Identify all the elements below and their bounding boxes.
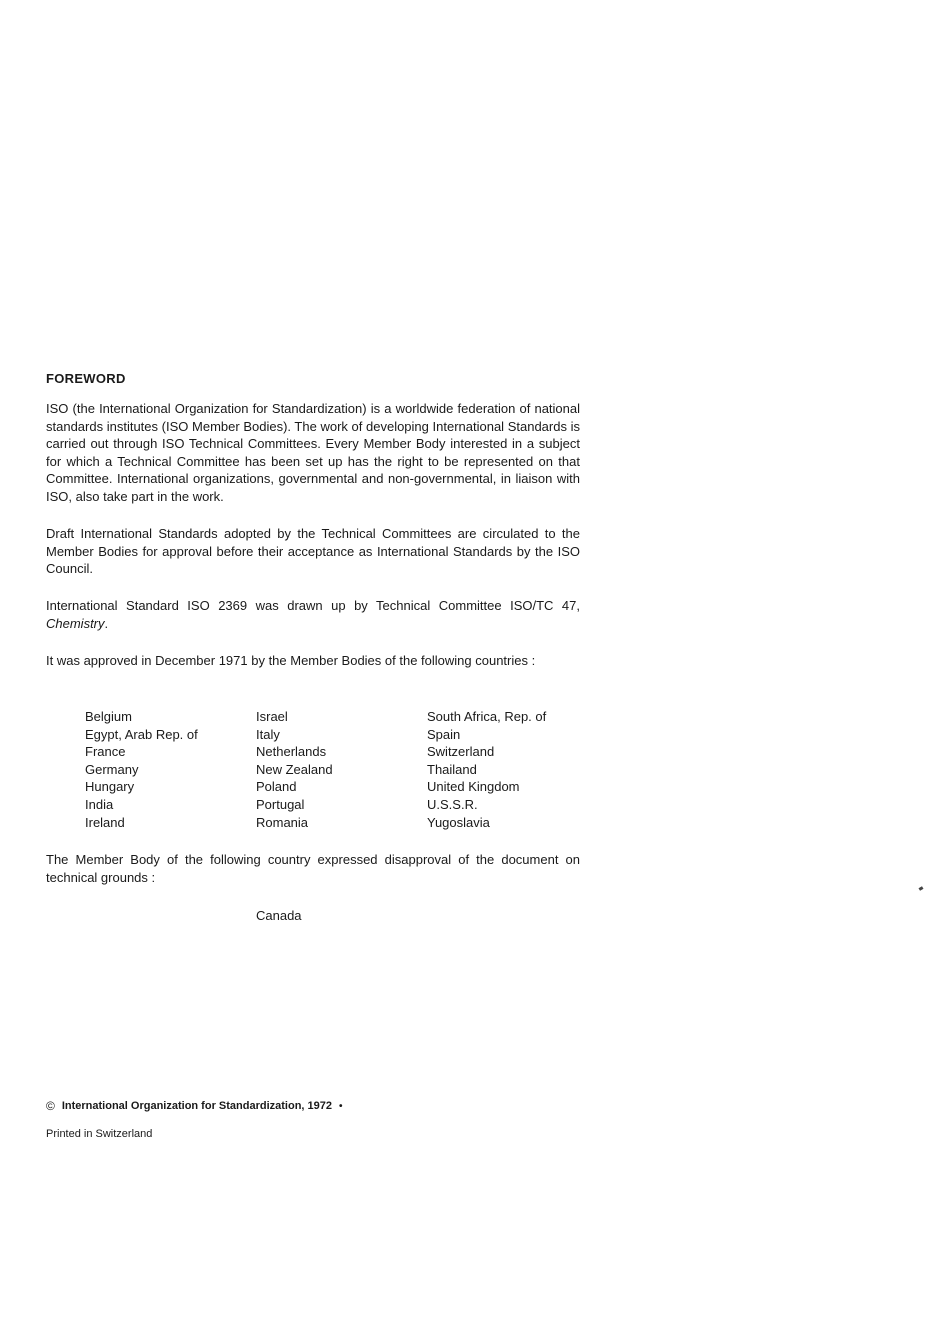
approving-countries-list <box>85 708 605 831</box>
countries-column-2 <box>256 708 427 831</box>
country-name: Spain <box>427 726 461 742</box>
country-name: South Africa, Rep. of <box>427 709 547 724</box>
country-name: Ireland <box>85 814 125 830</box>
country-name: Hungary <box>85 779 135 795</box>
foreword-paragraph-4: It was approved in December 1971 by the Member Bodies of the following countries : <box>46 653 536 668</box>
country-name: India <box>85 796 114 812</box>
disapproving-country: Canada <box>256 908 302 923</box>
country-name: Italy <box>256 726 280 742</box>
country-name: Portugal <box>256 796 305 812</box>
countries-column-3 <box>427 708 598 831</box>
foreword-paragraph-1: ISO (the International Organization for Standardization) is a worldwide federation of national standards institutes (ISO Member Bodies). The work of developing International Standards is carried out through ISO Technical Committees. Every Member Body interested in a subject for which a Technical Committee has been set up has the right to be represented on that Committee. International organizations, governmental and non-governmental, in liaison with ISO, also take part in the work. <box>46 401 580 504</box>
country-name: Switzerland <box>427 744 495 760</box>
country-name: Israel <box>256 709 288 724</box>
country-name: Thailand <box>427 761 477 777</box>
copyright-line <box>46 1099 343 1113</box>
country-name: Yugoslavia <box>427 814 490 830</box>
committee-name: Chemistry <box>46 615 105 631</box>
countries-column-1 <box>85 708 256 831</box>
copyright-symbol: © <box>46 1099 55 1113</box>
paragraph-3-end: . <box>104 615 109 631</box>
country-name: Belgium <box>85 709 132 724</box>
country-name: New Zealand <box>256 761 333 777</box>
printed-location: Printed in Switzerland <box>46 1128 153 1140</box>
scan-speck <box>919 886 924 891</box>
country-name: Romania <box>256 814 309 830</box>
country-name: U.S.S.R. <box>427 796 478 812</box>
country-name: Poland <box>256 779 297 795</box>
foreword-heading: FOREWORD <box>46 371 126 386</box>
paragraph-3-text: International Standard ISO 2369 was drawn up by Technical Committee ISO/TC 47, <box>46 598 580 613</box>
foreword-paragraph-3 <box>46 597 580 632</box>
country-name: United Kingdom <box>427 779 520 795</box>
copyright-text: International Organization for Standardization, 1972 <box>61 1100 332 1112</box>
bullet-icon: • <box>339 1100 343 1112</box>
foreword-paragraph-5: The Member Body of the following country expressed disapproval of the document on technical grounds : <box>46 852 580 885</box>
country-name: Egypt, Arab Rep. of <box>85 726 198 742</box>
country-name: Germany <box>85 761 139 777</box>
country-name: France <box>85 744 126 760</box>
foreword-paragraph-2: Draft International Standards adopted by the Technical Committees are circulated to the Member Bodies for approval before their acceptance as International Standards by the ISO Council. <box>46 526 580 577</box>
country-name: Netherlands <box>256 744 327 760</box>
